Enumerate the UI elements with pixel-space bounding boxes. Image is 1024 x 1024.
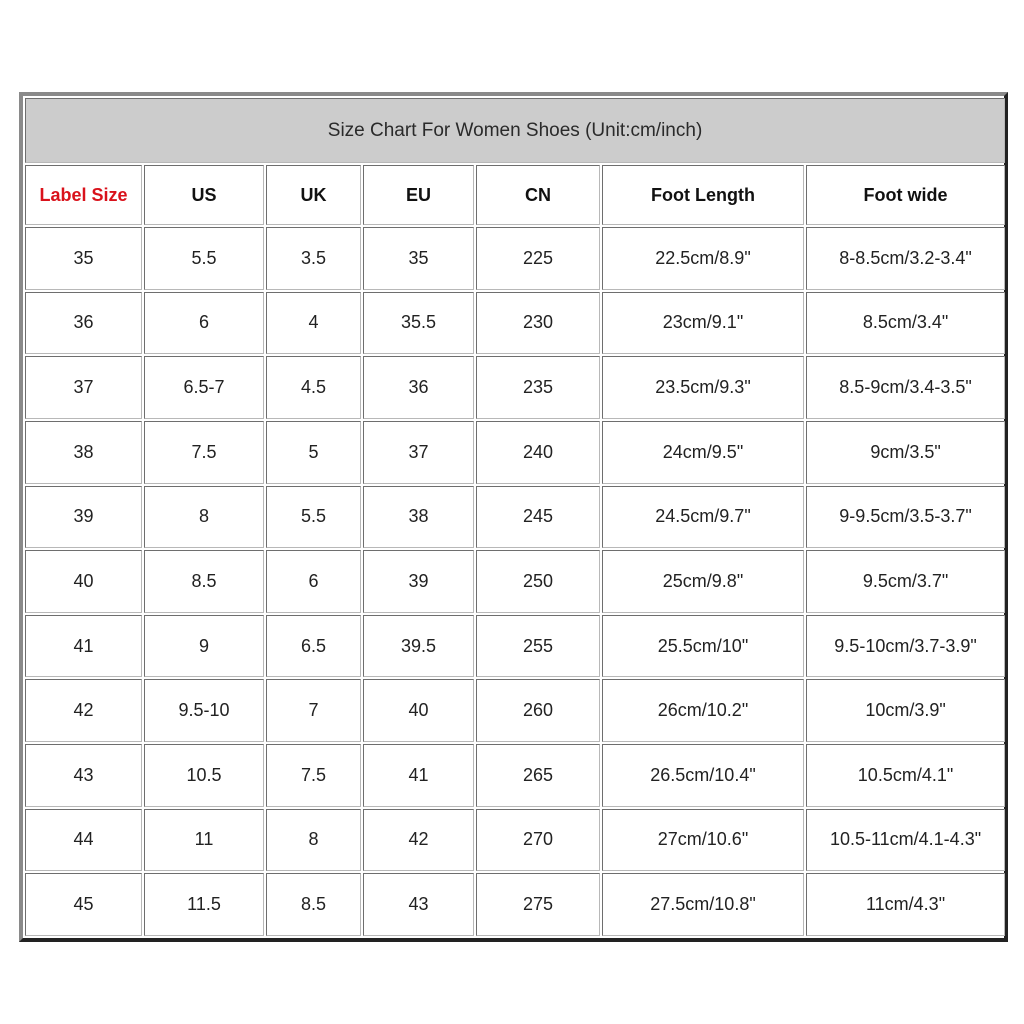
cell-foot-length: 25.5cm/10": [602, 615, 804, 678]
cell-foot-wide: 8-8.5cm/3.2-3.4": [806, 227, 1005, 290]
cell-foot-wide: 9cm/3.5": [806, 421, 1005, 484]
cell-us: 7.5: [144, 421, 264, 484]
cell-us: 9: [144, 615, 264, 678]
cell-eu: 36: [363, 356, 474, 419]
cell-us: 6: [144, 292, 264, 355]
title-row: [25, 98, 1005, 163]
cell-cn: 250: [476, 550, 600, 613]
cell-foot-wide: 10cm/3.9": [806, 679, 1005, 742]
cell-label-size: 40: [25, 550, 142, 613]
cell-uk: 4.5: [266, 356, 361, 419]
cell-uk: 3.5: [266, 227, 361, 290]
cell-us: 6.5-7: [144, 356, 264, 419]
column-header-eu: EU: [363, 165, 474, 225]
table-row: [25, 615, 1005, 678]
cell-foot-length: 26cm/10.2": [602, 679, 804, 742]
cell-eu: 35: [363, 227, 474, 290]
cell-uk: 7: [266, 679, 361, 742]
cell-us: 8.5: [144, 550, 264, 613]
cell-eu: 35.5: [363, 292, 474, 355]
cell-uk: 6: [266, 550, 361, 613]
table-row: [25, 550, 1005, 613]
cell-foot-wide: 8.5cm/3.4": [806, 292, 1005, 355]
cell-eu: 41: [363, 744, 474, 807]
cell-uk: 7.5: [266, 744, 361, 807]
cell-label-size: 43: [25, 744, 142, 807]
cell-foot-wide: 9.5-10cm/3.7-3.9": [806, 615, 1005, 678]
cell-foot-length: 27.5cm/10.8": [602, 873, 804, 936]
table-row: [25, 292, 1005, 355]
cell-foot-wide: 9.5cm/3.7": [806, 550, 1005, 613]
cell-label-size: 36: [25, 292, 142, 355]
cell-foot-wide: 9-9.5cm/3.5-3.7": [806, 486, 1005, 549]
table-row: [25, 809, 1005, 872]
table-row: [25, 227, 1005, 290]
cell-cn: 255: [476, 615, 600, 678]
cell-label-size: 44: [25, 809, 142, 872]
cell-foot-wide: 10.5cm/4.1": [806, 744, 1005, 807]
cell-us: 8: [144, 486, 264, 549]
cell-eu: 38: [363, 486, 474, 549]
cell-label-size: 41: [25, 615, 142, 678]
cell-label-size: 38: [25, 421, 142, 484]
size-chart: [19, 92, 1008, 942]
column-header-foot-wide: Foot wide: [806, 165, 1005, 225]
cell-cn: 240: [476, 421, 600, 484]
cell-label-size: 35: [25, 227, 142, 290]
cell-uk: 8.5: [266, 873, 361, 936]
cell-eu: 40: [363, 679, 474, 742]
cell-us: 11.5: [144, 873, 264, 936]
cell-foot-length: 27cm/10.6": [602, 809, 804, 872]
cell-eu: 37: [363, 421, 474, 484]
table-row: [25, 744, 1005, 807]
table-row: [25, 873, 1005, 936]
cell-label-size: 42: [25, 679, 142, 742]
cell-foot-wide: 11cm/4.3": [806, 873, 1005, 936]
cell-label-size: 45: [25, 873, 142, 936]
cell-foot-length: 23cm/9.1": [602, 292, 804, 355]
column-header-label-size: Label Size: [25, 165, 142, 225]
cell-cn: 275: [476, 873, 600, 936]
cell-foot-wide: 10.5-11cm/4.1-4.3": [806, 809, 1005, 872]
cell-label-size: 37: [25, 356, 142, 419]
cell-uk: 5: [266, 421, 361, 484]
table-row: [25, 421, 1005, 484]
column-header-cn: CN: [476, 165, 600, 225]
cell-foot-length: 22.5cm/8.9": [602, 227, 804, 290]
cell-uk: 4: [266, 292, 361, 355]
cell-eu: 39.5: [363, 615, 474, 678]
cell-cn: 265: [476, 744, 600, 807]
size-table: [23, 96, 1007, 938]
column-header-us: US: [144, 165, 264, 225]
cell-cn: 260: [476, 679, 600, 742]
cell-us: 10.5: [144, 744, 264, 807]
cell-cn: 235: [476, 356, 600, 419]
cell-eu: 43: [363, 873, 474, 936]
column-header-uk: UK: [266, 165, 361, 225]
cell-eu: 39: [363, 550, 474, 613]
column-header-foot-length: Foot Length: [602, 165, 804, 225]
cell-foot-length: 24.5cm/9.7": [602, 486, 804, 549]
cell-cn: 270: [476, 809, 600, 872]
cell-cn: 230: [476, 292, 600, 355]
cell-foot-length: 26.5cm/10.4": [602, 744, 804, 807]
table-title: Size Chart For Women Shoes (Unit:cm/inch): [25, 98, 1005, 163]
cell-foot-length: 25cm/9.8": [602, 550, 804, 613]
cell-cn: 245: [476, 486, 600, 549]
cell-uk: 6.5: [266, 615, 361, 678]
cell-uk: 5.5: [266, 486, 361, 549]
cell-us: 9.5-10: [144, 679, 264, 742]
cell-foot-length: 24cm/9.5": [602, 421, 804, 484]
cell-foot-length: 23.5cm/9.3": [602, 356, 804, 419]
header-row: [25, 165, 1005, 225]
table-row: [25, 679, 1005, 742]
table-row: [25, 486, 1005, 549]
cell-eu: 42: [363, 809, 474, 872]
cell-foot-wide: 8.5-9cm/3.4-3.5": [806, 356, 1005, 419]
cell-us: 11: [144, 809, 264, 872]
cell-label-size: 39: [25, 486, 142, 549]
cell-cn: 225: [476, 227, 600, 290]
cell-uk: 8: [266, 809, 361, 872]
table-row: [25, 356, 1005, 419]
cell-us: 5.5: [144, 227, 264, 290]
